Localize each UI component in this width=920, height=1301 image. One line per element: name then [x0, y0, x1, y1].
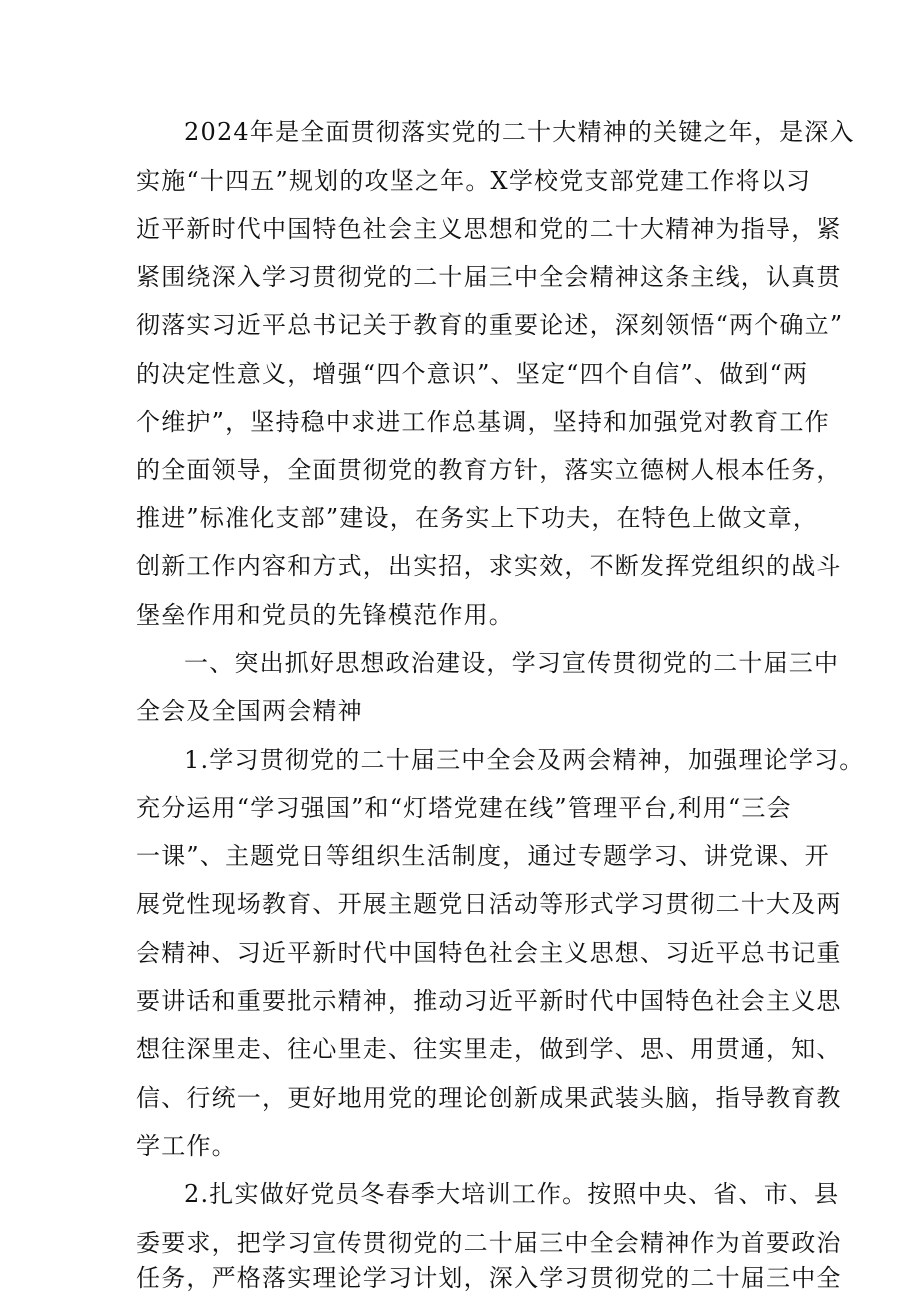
paragraph-1-line-11: 堡垒作用和党员的先锋模范作用。 [136, 601, 514, 629]
section-heading-line-1: 一、突出抓好思想政治建设，学习宣传贯彻党的二十届三中 [184, 649, 840, 677]
item-1-line-7: 想往深里走、往心里走、往实里走，做到学、思、用贯通，知、 [136, 1035, 842, 1063]
paragraph-1-line-10: 创新工作内容和方式，出实招，求实效，不断发挥党组织的战斗 [136, 552, 842, 580]
item-1-line-2: 充分运用“学习强国”和“灯塔党建在线”管理平台,利用“三会 [136, 794, 792, 822]
paragraph-1-line-5: 彻落实习近平总书记关于教育的重要论述，深刻领悟“两个确立” [136, 311, 844, 339]
paragraph-1-line-6: 的决定性意义，增强“四个意识”、坚定“四个自信”、做到“两 [136, 360, 809, 388]
item-1-line-8: 信、行统一，更好地用党的理论创新成果武装头脑，指导教育教 [136, 1084, 842, 1112]
item-2-line-1: 2.扎实做好党员冬春季大培训工作。按照中央、省、市、县 [184, 1180, 840, 1208]
paragraph-1-line-1: 2024年是全面贯彻落实党的二十大精神的关键之年，是深入 [184, 118, 855, 146]
item-1-line-9: 学工作。 [136, 1132, 237, 1160]
item-1-line-5: 会精神、习近平新时代中国特色社会主义思想、习近平总书记重 [136, 939, 842, 967]
paragraph-1-line-4: 紧围绕深入学习贯彻党的二十届三中全会精神这条主线，认真贯 [136, 263, 842, 291]
item-2-line-3: 任务，严格落实理论学习计划，深入学习贯彻党的二十届三中全 [136, 1264, 842, 1292]
item-2-line-2: 委要求，把学习宣传贯彻党的二十届三中全会精神作为首要政治 [136, 1229, 842, 1257]
item-1-line-3: 一课”、主题党日等组织生活制度，通过专题学习、讲党课、开 [136, 842, 830, 870]
item-1-line-4: 展党性现场教育、开展主题党日活动等形式学习贯彻二十大及两 [136, 890, 842, 918]
paragraph-1-line-7: 个维护”，坚持稳中求进工作总基调，坚持和加强党对教育工作 [136, 408, 830, 436]
item-1-line-6: 要讲话和重要批示精神，推动习近平新时代中国特色社会主义思 [136, 987, 842, 1015]
item-1-line-1: 1.学习贯彻党的二十届三中全会及两会精神，加强理论学习。 [184, 746, 865, 774]
section-heading-line-2: 全会及全国两会精神 [136, 697, 363, 725]
paragraph-1-line-9: 推进”标准化支部”建设，在务实上下功夫，在特色上做文章， [136, 504, 819, 532]
paragraph-1-line-8: 的全面领导，全面贯彻党的教育方针，落实立德树人根本任务， [136, 456, 842, 484]
paragraph-1-line-3: 近平新时代中国特色社会主义思想和党的二十大精神为指导，紧 [136, 215, 842, 243]
paragraph-1-line-2: 实施“十四五”规划的攻坚之年。X学校党支部党建工作将以习 [136, 167, 812, 195]
